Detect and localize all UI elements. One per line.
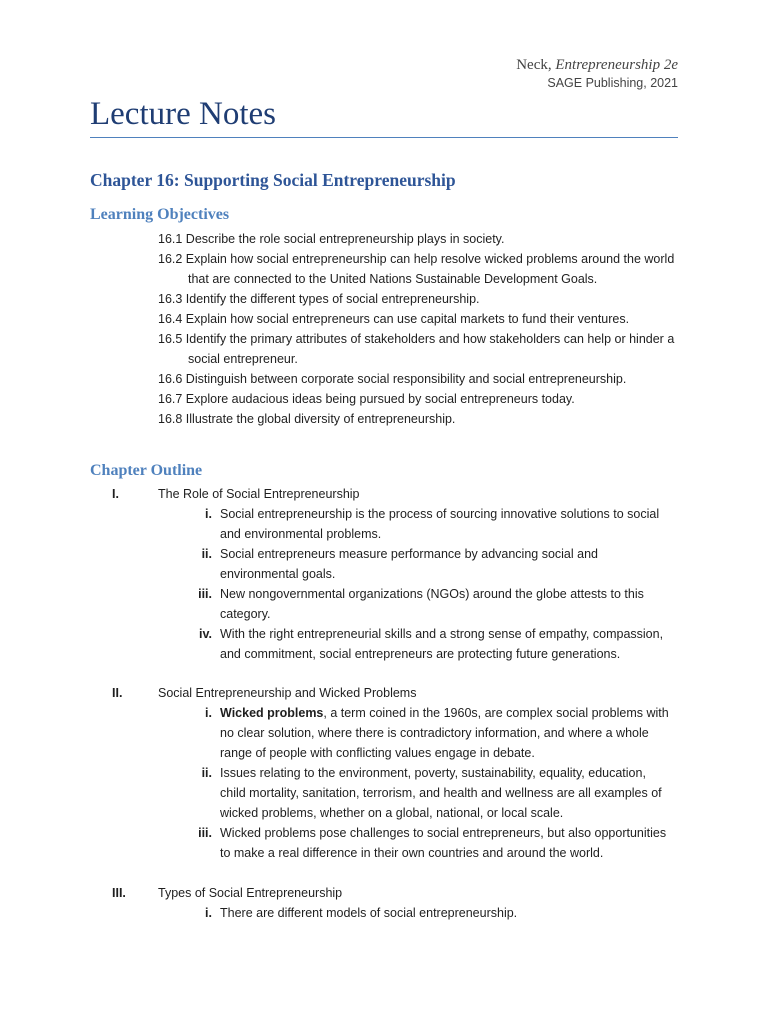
outline-section-heading bbox=[112, 883, 692, 903]
learning-objective: 16.6 Distinguish between corporate social responsibility and social entrepreneurship. bbox=[158, 372, 627, 386]
outline-subitem bbox=[112, 763, 692, 823]
learning-objective: 16.7 Explore audacious ideas being pursued by social entrepreneurs today. bbox=[158, 392, 575, 406]
learning-objective: 16.8 Illustrate the global diversity of entrepreneurship. bbox=[158, 412, 456, 426]
chapter-title: Chapter 16: Supporting Social Entrepreneurship bbox=[90, 170, 456, 190]
outline-section-heading bbox=[112, 484, 692, 504]
subitem-numeral: i. bbox=[205, 507, 212, 521]
section-numeral: II. bbox=[112, 686, 123, 700]
learning-objective: 16.5 Identify the primary attributes of stakeholders and how stakeholders can help or hinder a social entrepreneur. bbox=[158, 332, 675, 366]
outline-section-1 bbox=[112, 484, 692, 664]
outline-subitem bbox=[112, 624, 692, 664]
header-citation bbox=[516, 56, 678, 74]
learning-objective: 16.2 Explain how social entrepreneurship can help resolve wicked problems around the world that are connected to the United Nations Sustainable Development Goals. bbox=[158, 252, 675, 286]
learning-objective: 16.3 Identify the different types of social entrepreneurship. bbox=[158, 292, 480, 306]
learning-objective: 16.4 Explain how social entrepreneurs can use capital markets to fund their ventures. bbox=[158, 312, 630, 326]
outline-section-heading bbox=[112, 683, 692, 703]
section-numeral: III. bbox=[112, 886, 126, 900]
outline-section-3 bbox=[112, 883, 692, 923]
subitem-text bbox=[220, 703, 670, 763]
outline-subitem bbox=[112, 903, 692, 923]
subitem-text: New nongovernmental organizations (NGOs) around the globe attests to this category. bbox=[220, 587, 644, 621]
subitem-numeral: ii. bbox=[201, 766, 212, 780]
subitem-numeral: i. bbox=[205, 706, 212, 720]
section-title: The Role of Social Entrepreneurship bbox=[158, 487, 360, 501]
subitem-text: Social entrepreneurship is the process of sourcing innovative solutions to social and environmental problems. bbox=[220, 507, 660, 541]
subitem-numeral: iv. bbox=[199, 627, 212, 641]
subitem-numeral: i. bbox=[205, 906, 212, 920]
subitem-text-rest: , a term coined in the 1960s, are complex social problems with no clear solution, where there is contradictory information, and where a whole range of people with conflicting values engage in debate. bbox=[220, 706, 669, 760]
subitem-numeral: iii. bbox=[198, 587, 212, 601]
section-title: Types of Social Entrepreneurship bbox=[158, 886, 343, 900]
page-title: Lecture Notes bbox=[90, 96, 276, 132]
outline-section-2 bbox=[112, 683, 692, 863]
subitem-text: Wicked problems pose challenges to social entrepreneurs, but also opportunities to make a real difference in their own countries and around the world. bbox=[220, 826, 667, 860]
subitem-text: Social entrepreneurs measure performance by advancing social and environmental goals. bbox=[220, 547, 598, 581]
outline-subitem bbox=[112, 544, 692, 584]
outline-subitem bbox=[112, 823, 692, 863]
outline-subitem bbox=[112, 504, 692, 544]
header-publisher: SAGE Publishing, 2021 bbox=[547, 76, 678, 90]
subitem-text: There are different models of social entrepreneurship. bbox=[220, 906, 518, 920]
section-title: Social Entrepreneurship and Wicked Problems bbox=[158, 686, 417, 700]
chapter-outline-heading: Chapter Outline bbox=[90, 462, 203, 479]
subitem-text: Issues relating to the environment, poverty, sustainability, equality, education, child mortality, sanitation, terrorism, and health and wellness are all examples of wicked problems, whether on a global, national, or local scale. bbox=[220, 766, 662, 820]
learning-objective: 16.1 Describe the role social entrepreneurship plays in society. bbox=[158, 232, 505, 246]
learning-objectives-list bbox=[158, 229, 688, 429]
key-term: Wicked problems bbox=[220, 706, 324, 720]
learning-objectives-heading: Learning Objectives bbox=[90, 206, 230, 223]
section-numeral: I. bbox=[112, 487, 119, 501]
page-header bbox=[516, 56, 678, 92]
header-author: Neck, bbox=[516, 57, 552, 73]
outline-subitem bbox=[112, 703, 692, 763]
title-divider bbox=[90, 137, 678, 138]
subitem-text: With the right entrepreneurial skills and a strong sense of empathy, compassion, and commitment, social entrepreneurs are protecting future generations. bbox=[220, 627, 664, 661]
subitem-numeral: ii. bbox=[201, 547, 212, 561]
outline-subitem bbox=[112, 584, 692, 624]
subitem-numeral: iii. bbox=[198, 826, 212, 840]
header-book-title: Entrepreneurship 2e bbox=[555, 57, 678, 73]
